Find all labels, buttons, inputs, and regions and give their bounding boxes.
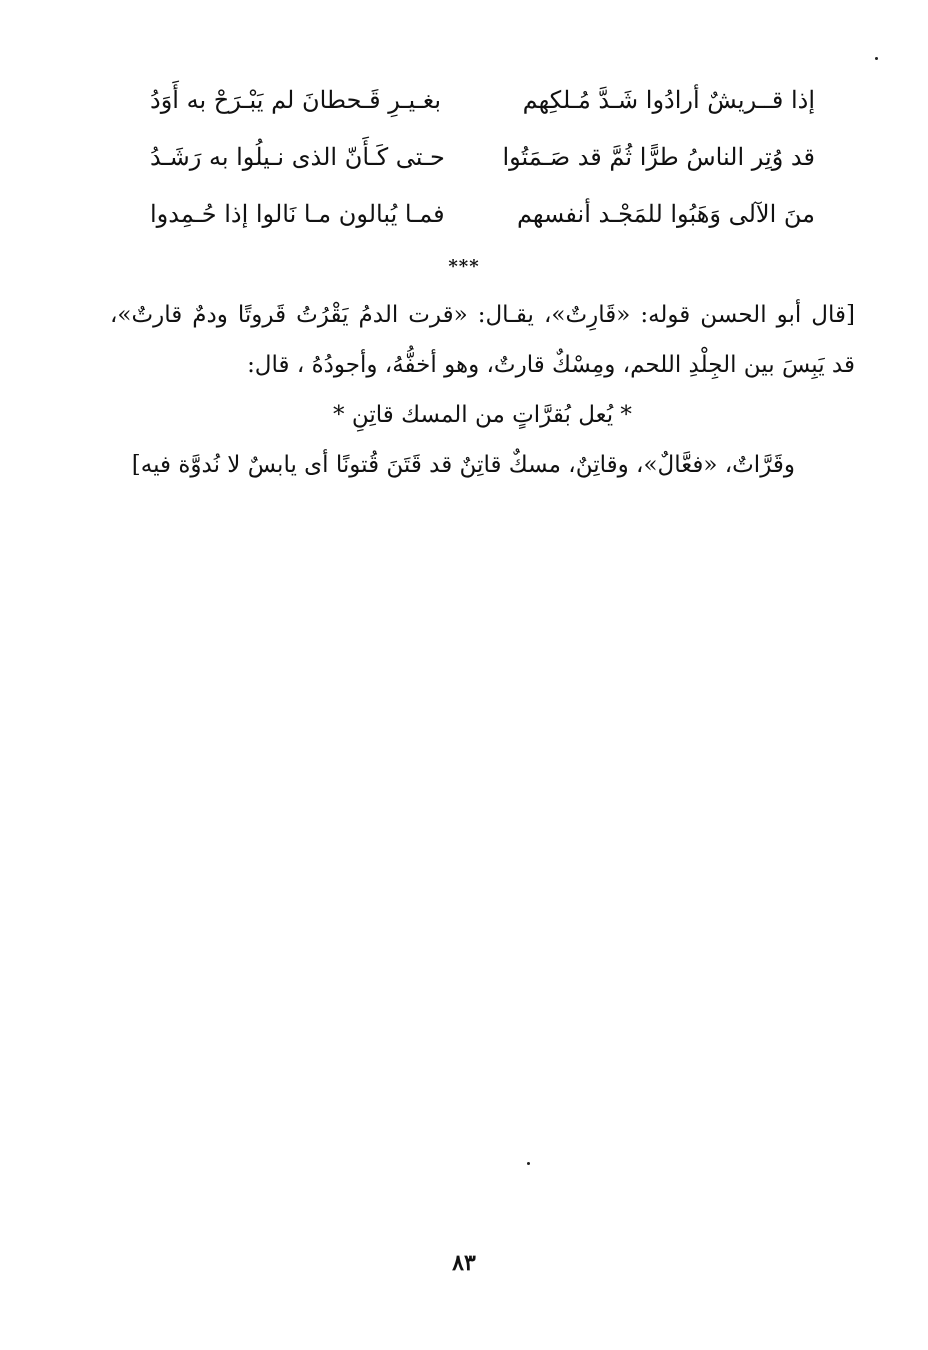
verse-second-hemistich: حـتى كَـأَنّ الذى نـيلُوا به رَشَـدُ bbox=[150, 143, 445, 171]
scan-speck bbox=[527, 1162, 530, 1165]
verse-second-hemistich: بغـيـرِ قَـحطانَ لم يَبْـرَحْ به أَوَدُ bbox=[150, 86, 442, 114]
verse-first-hemistich: منَ الآلى وَهَبُوا للمَجْـد أنفسهم bbox=[516, 200, 815, 228]
scan-speck bbox=[875, 57, 878, 60]
commentary-line: وقَرَّاتٌ، «فعَّالٌ»، وقاتِنٌ، مسكٌ قاتِنٌ قد قَتَنَ قُتونًا أى يابسٌ لا نُدوَّة فيه] bbox=[131, 452, 795, 478]
verse-line bbox=[150, 135, 815, 192]
poem-verses bbox=[150, 78, 815, 249]
commentary-paragraph bbox=[110, 290, 855, 490]
section-separator: *** bbox=[448, 256, 480, 277]
verse-second-hemistich: فمـا يُبالون مـا نَالوا إذا حُـمِدوا bbox=[150, 200, 445, 228]
quoted-verse: * يُعل بُقرَّاتٍ من المسك قاتِنِ * bbox=[333, 402, 632, 428]
commentary-line: [قال أبو الحسن قوله: «قَارِتٌ»، يقـال: «قرت الدمُ يَقْرُتُ قَروتًا ودمٌ قارتٌ»، bbox=[110, 302, 855, 328]
commentary-line: قد يَبِسَ بين الجِلْدِ اللحم، ومِسْكٌ قارتٌ، وهو أخفُّهُ، وأجودُهُ ، قال: bbox=[247, 352, 855, 378]
verse-first-hemistich: إذا قــريشٌ أرادُوا شَـدَّ مُـلكِهم bbox=[522, 86, 815, 114]
verse-line bbox=[150, 78, 815, 135]
verse-first-hemistich: قد وُتِر الناسُ طرًّا ثُمَّ قد صَـمَتُوا bbox=[502, 143, 815, 171]
verse-line bbox=[150, 192, 815, 249]
page-number: ٨٣ bbox=[452, 1250, 476, 1276]
